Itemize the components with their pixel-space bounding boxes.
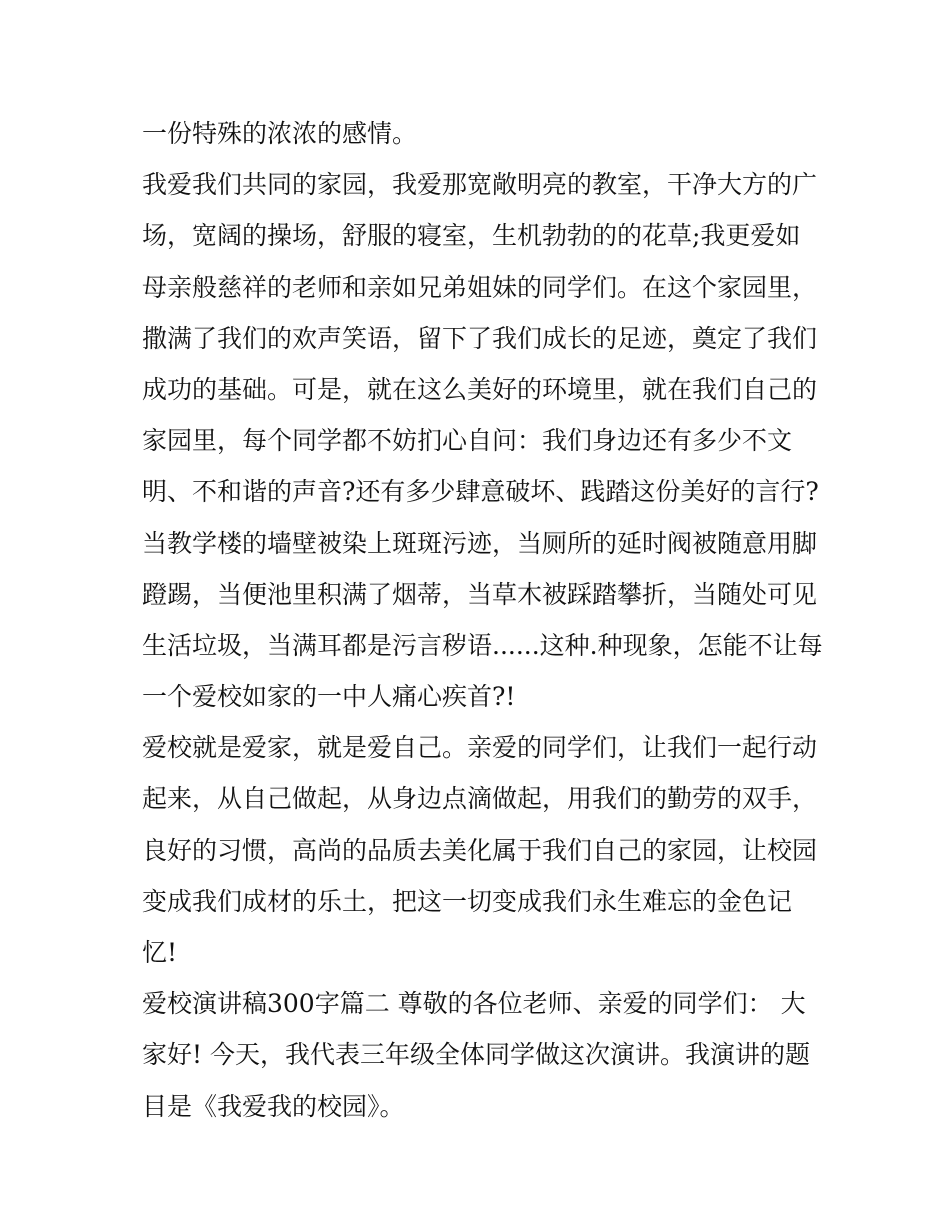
text-line: 撒满了我们的欢声笑语，留下了我们成长的足迹，奠定了我们	[142, 323, 818, 353]
text-line: 生活垃圾，当满耳都是污言秽语......这种.种现象，怎能不让每	[142, 630, 823, 660]
text-line: 爱校演讲稿300字篇二 尊敬的各位老师、亲爱的同学们： 大	[142, 989, 806, 1019]
text-line: 忆!	[142, 938, 178, 967]
text-line: 明、不和谐的声音?还有多少肆意破坏、践踏这份美好的言行?	[142, 477, 819, 507]
text-line: 场，宽阔的操场，舒服的寝室，生机勃勃的的花草;我更爱如	[142, 221, 801, 251]
text-line: 当教学楼的墙壁被染上斑斑污迹，当厕所的延时阀被随意用脚	[142, 528, 818, 558]
text-line: 目是《我爱我的校园》。	[142, 1091, 405, 1121]
text-line: 蹬踢，当便池里积满了烟蒂，当草木被踩踏攀折，当随处可见	[142, 579, 818, 609]
text-line: 一个爱校如家的一中人痛心疾首?!	[142, 682, 516, 712]
text-line: 爱校就是爱家，就是爱自己。亲爱的同学们，让我们一起行动	[142, 733, 818, 763]
text-line: 我爱我们共同的家园，我爱那宽敞明亮的教室，干净大方的广	[142, 170, 818, 200]
text-line: 家好! 今天，我代表三年级全体同学做这次演讲。我演讲的题	[142, 1040, 810, 1070]
text-line: 一份特殊的浓浓的感情。	[142, 119, 418, 148]
text-line: 母亲般慈祥的老师和亲如兄弟姐妹的同学们。在这个家园里，	[142, 272, 818, 302]
text-line: 成功的基础。可是，就在这么美好的环境里，就在我们自己的	[142, 374, 818, 404]
text-line: 变成我们成材的乐土，把这一切变成我们永生难忘的金色记	[142, 886, 793, 916]
text-line: 起来，从自己做起，从身边点滴做起，用我们的勤劳的双手，	[142, 784, 818, 814]
text-line: 家园里，每个同学都不妨扪心自问：我们身边还有多少不文	[142, 426, 793, 456]
text-line: 良好的习惯，高尚的品质去美化属于我们自己的家园，让校园	[142, 835, 818, 865]
body-text	[142, 108, 822, 1132]
